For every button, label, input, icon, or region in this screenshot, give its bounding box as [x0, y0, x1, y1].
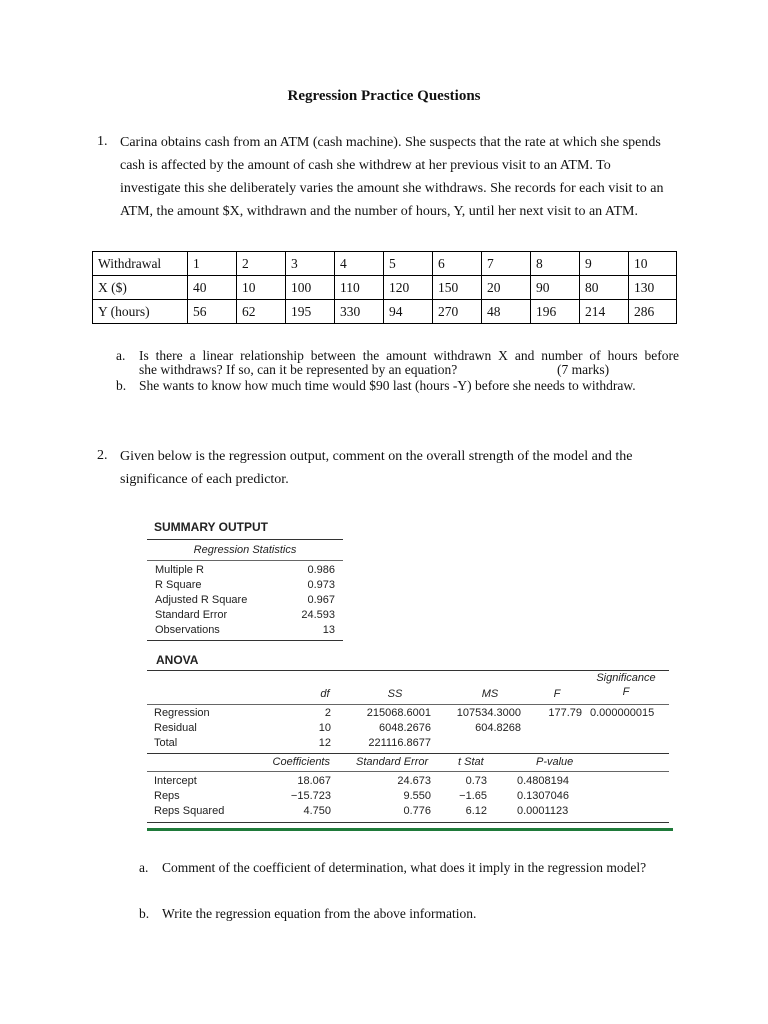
table-row — [147, 775, 669, 790]
table-cell: 120 — [384, 276, 433, 300]
coef-row-label: Reps Squared — [154, 805, 225, 817]
q2-part-b-text: Write the regression equation from the above information. — [162, 906, 477, 921]
table-cell: 9 — [580, 252, 629, 276]
stat-label: Observations — [155, 624, 220, 636]
anova-ss: 6048.2676 — [379, 722, 431, 734]
anova-ss: 215068.6001 — [366, 707, 431, 719]
table-row — [147, 737, 669, 752]
anova-df: 12 — [318, 737, 331, 749]
coef-col-coefficients: Coefficients — [272, 756, 330, 768]
table-cell: 330 — [335, 300, 384, 324]
stat-label: Standard Error — [155, 609, 228, 621]
table-cell: 80 — [580, 276, 629, 300]
anova-col-significance-f: F — [622, 686, 630, 698]
stat-row — [155, 594, 335, 609]
stat-label: Adjusted R Square — [155, 594, 248, 606]
anova-row-label: Total — [154, 737, 178, 749]
divider — [147, 753, 669, 754]
table-cell: 90 — [531, 276, 580, 300]
withdrawal-data-table — [92, 251, 677, 324]
anova-ss: 221116.8677 — [368, 737, 431, 749]
table-cell: 270 — [433, 300, 482, 324]
coef-se: 24.673 — [397, 775, 431, 787]
table-cell: 94 — [384, 300, 433, 324]
anova-col-ms: MS — [481, 688, 499, 700]
table-cell: 10 — [237, 276, 286, 300]
coef-se: 9.550 — [403, 790, 431, 802]
stat-label: R Square — [155, 579, 202, 591]
table-cell: 56 — [188, 300, 237, 324]
coef-p: 0.0001123 — [517, 805, 569, 817]
anova-col-f: F — [553, 688, 561, 700]
page-title: Regression Practice Questions — [287, 88, 481, 104]
anova-col-significance: Significance — [596, 672, 656, 684]
q1-part-a-line1: Is there a linear relationship between the amount withdrawn X and number of hours before — [139, 348, 679, 363]
q2-part-a-text: Comment of the coefficient of determination, what does it imply in the regression model? — [162, 860, 647, 875]
table-cell: 150 — [433, 276, 482, 300]
q1-part-b-label: b. — [116, 378, 127, 393]
stat-label: Multiple R — [155, 564, 204, 576]
q1-part-a-marks: (7 marks) — [557, 362, 610, 377]
table-cell: 7 — [482, 252, 531, 276]
coef-se: 0.776 — [403, 805, 431, 817]
table-cell: 2 — [237, 252, 286, 276]
table-cell: Y (hours) — [93, 300, 188, 324]
question-1-text — [120, 131, 690, 223]
stat-row — [155, 579, 335, 594]
coef-value: −15.723 — [290, 790, 331, 802]
anova-col-ss: SS — [387, 688, 403, 700]
table-row — [147, 707, 669, 722]
table-cell: 286 — [629, 300, 677, 324]
table-cell: Withdrawal — [93, 252, 188, 276]
anova-ms: 107534.3000 — [456, 707, 521, 719]
anova-heading: ANOVA — [156, 653, 199, 667]
anova-col-df: df — [320, 688, 330, 700]
divider — [147, 670, 669, 671]
table-cell: 110 — [335, 276, 384, 300]
coef-col-t-stat: t Stat — [458, 756, 484, 768]
anova-table — [147, 707, 669, 752]
question-1-line: Carina obtains cash from an ATM (cash machine). She suspects that the rate at which she spends — [120, 135, 661, 150]
table-row — [93, 252, 677, 276]
q2-part-b-label: b. — [139, 906, 150, 921]
coef-col-standard-error: Standard Error — [356, 756, 429, 768]
q1-part-b-text: She wants to know how much time would $90 last (hours -Y) before she needs to withdraw. — [139, 378, 636, 393]
anova-df: 2 — [324, 707, 331, 719]
divider — [147, 640, 343, 641]
regression-statistics-heading: Regression Statistics — [193, 544, 297, 556]
question-1-line: ATM, the amount $X, withdrawn and the number of hours, Y, until her next visit to an ATM. — [120, 204, 638, 219]
table-cell: 20 — [482, 276, 531, 300]
table-cell: 62 — [237, 300, 286, 324]
table-cell: 3 — [286, 252, 335, 276]
table-cell: 195 — [286, 300, 335, 324]
coef-t: 0.73 — [465, 775, 487, 787]
question-2-text — [120, 445, 690, 491]
table-cell: 1 — [188, 252, 237, 276]
coef-p: 0.4808194 — [517, 775, 569, 787]
coef-value: 18.067 — [297, 775, 331, 787]
coefficients-table — [147, 775, 669, 820]
question-1-line: investigate this she deliberately varies the amount she withdraws. She records for each visit to an — [120, 181, 664, 196]
accent-rule — [147, 828, 673, 831]
table-cell: 8 — [531, 252, 580, 276]
stat-row — [155, 624, 335, 639]
divider — [147, 560, 343, 561]
table-row — [93, 276, 677, 300]
table-cell: 196 — [531, 300, 580, 324]
table-cell: 5 — [384, 252, 433, 276]
stat-value: 0.986 — [307, 564, 335, 576]
stat-value: 0.973 — [307, 579, 335, 591]
divider — [147, 822, 669, 823]
table-cell: 6 — [433, 252, 482, 276]
table-cell: 100 — [286, 276, 335, 300]
coef-col-p-value: P-value — [536, 756, 574, 768]
table-cell: 48 — [482, 300, 531, 324]
table-cell: 214 — [580, 300, 629, 324]
anova-row-label: Residual — [154, 722, 197, 734]
table-cell: 40 — [188, 276, 237, 300]
coef-t: −1.65 — [459, 790, 487, 802]
coef-row-label: Intercept — [154, 775, 197, 787]
stat-value: 13 — [322, 624, 335, 636]
coef-row-label: Reps — [154, 790, 180, 802]
coef-value: 4.750 — [303, 805, 331, 817]
anova-sig: 0.000000015 — [590, 707, 655, 719]
stat-value: 0.967 — [307, 594, 335, 606]
coef-p: 0.1307046 — [517, 790, 569, 802]
table-cell: 130 — [629, 276, 677, 300]
table-row — [147, 790, 669, 805]
question-2-line: Given below is the regression output, comment on the overall strength of the model and the — [120, 449, 633, 464]
divider — [147, 539, 343, 540]
regression-statistics-list — [155, 564, 335, 639]
question-2-number: 2. — [97, 448, 108, 463]
q1-part-a-label: a. — [116, 348, 126, 363]
table-cell: 4 — [335, 252, 384, 276]
anova-row-label: Regression — [154, 707, 210, 719]
divider — [147, 704, 669, 705]
anova-df: 10 — [318, 722, 331, 734]
summary-output-heading: SUMMARY OUTPUT — [154, 520, 268, 534]
stat-value: 24.593 — [301, 609, 335, 621]
stat-row — [155, 564, 335, 579]
question-2-line: significance of each predictor. — [120, 472, 289, 487]
table-cell: 10 — [629, 252, 677, 276]
divider — [147, 771, 669, 772]
q1-part-a-line2: she withdraws? If so, can it be represented by an equation? — [139, 362, 458, 377]
q2-part-a-label: a. — [139, 860, 149, 875]
stat-row — [155, 609, 335, 624]
table-cell: X ($) — [93, 276, 188, 300]
anova-f: 177.79 — [548, 707, 582, 719]
table-row — [147, 722, 669, 737]
table-row — [147, 805, 669, 820]
coef-t: 6.12 — [465, 805, 487, 817]
question-1-line: cash is affected by the amount of cash she withdrew at her previous visit to an ATM. To — [120, 158, 611, 173]
anova-ms: 604.8268 — [475, 722, 521, 734]
table-row — [93, 300, 677, 324]
question-1-number: 1. — [97, 134, 108, 149]
